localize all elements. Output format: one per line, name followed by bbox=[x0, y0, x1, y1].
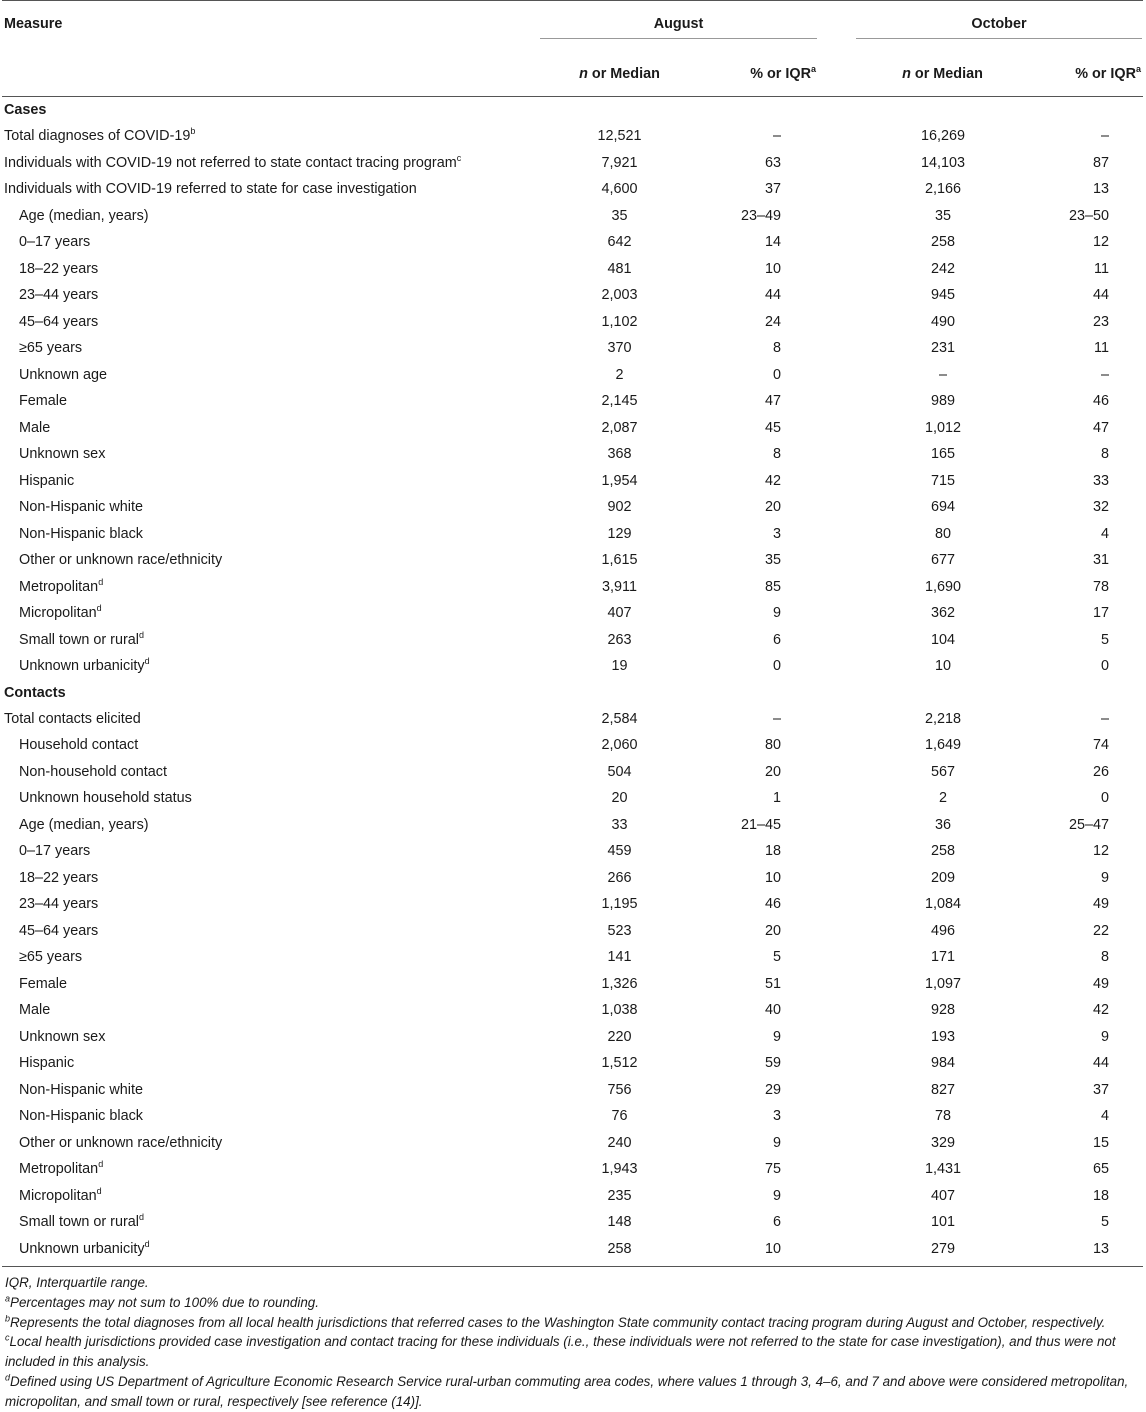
october-n-cell: 1,690 bbox=[924, 578, 961, 595]
october-n-cell: 209 bbox=[930, 869, 955, 886]
august-pct-cell: 42 bbox=[764, 472, 781, 489]
pct-iqr-header-august: % or IQR$^a$ bbox=[700, 53, 818, 97]
october-n-cell: 1,012 bbox=[924, 419, 961, 436]
footnote: $^d$Defined using US Department of Agriculture Economic Research Service rural-urban commuting area codes, where values 1 through 3, 4–6, and 7 and above were considered metropolitan, micropolitan, and small town or rural, respectively [see reference (14)]. bbox=[5, 1372, 1129, 1409]
october-n-cell: 928 bbox=[930, 1002, 955, 1019]
footnotes bbox=[2, 1273, 1143, 1412]
october-pct-cell: 11 bbox=[1094, 340, 1109, 357]
august-pct-cell: – bbox=[772, 710, 781, 727]
october-n-cell: 258 bbox=[930, 234, 955, 251]
october-n-cell: 2 bbox=[938, 790, 947, 807]
footnote: IQR, Interquartile range. bbox=[5, 1275, 149, 1290]
august-pct-cell: 46 bbox=[764, 896, 781, 913]
october-pct-cell: 12 bbox=[1092, 234, 1109, 251]
august-pct-cell: 59 bbox=[764, 1055, 781, 1072]
august-n-cell: 504 bbox=[607, 763, 632, 780]
row-label: Unknown urbanicity$^d$ bbox=[2, 1236, 539, 1267]
october-pct-cell: 9 bbox=[1100, 869, 1109, 886]
table-row bbox=[2, 1077, 1143, 1104]
august-n-cell: 1,615 bbox=[601, 552, 638, 569]
august-pct-cell: 20 bbox=[764, 499, 781, 516]
august-n-cell: 20 bbox=[611, 790, 628, 807]
august-n-cell: 2,584 bbox=[601, 710, 638, 727]
october-pct-cell: 78 bbox=[1092, 578, 1109, 595]
october-n-cell: 16,269 bbox=[920, 128, 965, 145]
august-pct-cell: 35 bbox=[764, 552, 781, 569]
row-label: Hispanic bbox=[19, 472, 75, 489]
october-n-cell: 36 bbox=[934, 816, 951, 833]
table-container bbox=[2, 0, 1143, 1412]
table-row bbox=[2, 1050, 1143, 1077]
row-label: Metropolitan$^d$ bbox=[19, 1159, 104, 1178]
august-n-cell: 2,060 bbox=[601, 737, 638, 754]
october-n-cell: 677 bbox=[930, 552, 955, 569]
october-n-cell: 193 bbox=[930, 1028, 955, 1045]
august-n-cell: 76 bbox=[611, 1108, 628, 1125]
august-n-cell: 240 bbox=[607, 1134, 632, 1151]
table-row bbox=[2, 732, 1143, 759]
row-label: 0–17 years bbox=[19, 234, 91, 251]
october-pct-cell: 8 bbox=[1100, 446, 1109, 463]
august-pct-cell: 20 bbox=[764, 763, 781, 780]
august-pct-cell: 24 bbox=[764, 313, 781, 330]
row-label: 23–44 years bbox=[19, 287, 99, 304]
august-pct-cell: 1 bbox=[772, 790, 781, 807]
august-n-cell: 481 bbox=[607, 260, 632, 277]
august-pct-cell: 29 bbox=[764, 1081, 781, 1098]
table-row bbox=[2, 203, 1143, 230]
august-pct-cell: 6 bbox=[772, 1214, 781, 1231]
october-pct-cell: 11 bbox=[1094, 260, 1109, 277]
october-pct-cell: 44 bbox=[1092, 287, 1109, 304]
n-median-header-october: n or Median bbox=[818, 53, 1030, 97]
row-label: Age (median, years) bbox=[19, 207, 149, 224]
measure-header: Measure bbox=[2, 1, 539, 54]
august-n-cell: 148 bbox=[607, 1214, 632, 1231]
august-n-cell: 12,521 bbox=[597, 128, 642, 145]
table-row bbox=[2, 521, 1143, 548]
row-label: Non-Hispanic black bbox=[19, 1108, 143, 1125]
october-n-cell: 101 bbox=[930, 1214, 955, 1231]
row-label: Unknown age bbox=[19, 366, 108, 383]
october-n-cell: 1,097 bbox=[924, 975, 961, 992]
august-n-cell: 642 bbox=[607, 234, 632, 251]
october-pct-cell: 22 bbox=[1092, 922, 1109, 939]
october-pct-cell: 44 bbox=[1092, 1055, 1109, 1072]
table-row bbox=[2, 282, 1143, 309]
october-pct-cell: 32 bbox=[1092, 499, 1109, 516]
august-pct-cell: 44 bbox=[764, 287, 781, 304]
october-pct-cell: 25–47 bbox=[1068, 816, 1109, 833]
october-pct-cell: – bbox=[1100, 710, 1109, 727]
row-label: Metropolitan$^d$ bbox=[19, 576, 104, 595]
october-pct-cell: 18 bbox=[1092, 1187, 1109, 1204]
table-row bbox=[2, 944, 1143, 971]
october-pct-cell: 37 bbox=[1092, 1081, 1109, 1098]
table-row bbox=[2, 150, 1143, 177]
table-row bbox=[2, 997, 1143, 1024]
october-pct-cell: 31 bbox=[1092, 552, 1109, 569]
august-n-cell: 1,102 bbox=[601, 313, 638, 330]
october-pct-cell: 5 bbox=[1100, 631, 1109, 648]
october-pct-cell: 13 bbox=[1030, 1236, 1143, 1267]
table-row bbox=[2, 759, 1143, 786]
n-median-header-august: n or Median bbox=[539, 53, 700, 97]
october-pct-cell: 17 bbox=[1092, 605, 1109, 622]
august-pct-cell: 40 bbox=[764, 1002, 781, 1019]
row-label: Micropolitan$^d$ bbox=[19, 1185, 102, 1204]
table-body bbox=[2, 97, 1143, 1267]
row-label: Total diagnoses of COVID-19$^b$ bbox=[4, 126, 196, 145]
august-pct-cell: 23–49 bbox=[740, 207, 781, 224]
october-n-cell: 242 bbox=[930, 260, 955, 277]
august-pct-cell: 10 bbox=[764, 260, 781, 277]
october-pct-cell: 87 bbox=[1092, 154, 1109, 171]
october-pct-cell: 0 bbox=[1100, 790, 1109, 807]
table-row bbox=[2, 1024, 1143, 1051]
august-pct-cell: 6 bbox=[772, 631, 781, 648]
october-n-cell: 258 bbox=[930, 843, 955, 860]
october-n-cell: 407 bbox=[930, 1187, 955, 1204]
october-n-cell: 2,218 bbox=[924, 710, 961, 727]
table-row bbox=[2, 627, 1143, 654]
august-n-cell: 19 bbox=[611, 658, 628, 675]
october-n-cell: 984 bbox=[930, 1055, 955, 1072]
august-pct-cell: 80 bbox=[764, 737, 781, 754]
row-label: 45–64 years bbox=[19, 313, 99, 330]
august-pct-cell: 0 bbox=[772, 658, 781, 675]
section-title: Cases bbox=[4, 102, 47, 118]
october-n-cell: 165 bbox=[930, 446, 955, 463]
august-pct-cell: 9 bbox=[772, 1028, 781, 1045]
august-n-cell: 459 bbox=[607, 843, 632, 860]
august-n-cell: 258 bbox=[539, 1236, 700, 1267]
row-label: Micropolitan$^d$ bbox=[19, 603, 102, 622]
august-n-cell: 235 bbox=[607, 1187, 632, 1204]
row-label: Hispanic bbox=[19, 1055, 75, 1072]
august-n-cell: 902 bbox=[607, 499, 632, 516]
table-row bbox=[2, 309, 1143, 336]
october-pct-cell: 47 bbox=[1092, 419, 1109, 436]
august-pct-cell: 63 bbox=[764, 154, 781, 171]
row-label: Individuals with COVID-19 referred to state for case investigation bbox=[4, 181, 417, 198]
october-n-cell: 80 bbox=[934, 525, 951, 542]
row-label: Unknown urbanicity$^d$ bbox=[19, 656, 150, 675]
row-label: 45–64 years bbox=[19, 922, 99, 939]
footnote: $^a$Percentages may not sum to 100% due to rounding. bbox=[5, 1293, 319, 1310]
october-n-cell: – bbox=[938, 366, 947, 383]
october-n-cell: 2,166 bbox=[924, 181, 961, 198]
row-label: 23–44 years bbox=[19, 896, 99, 913]
row-label: Female bbox=[19, 975, 67, 992]
august-pct-cell: 3 bbox=[772, 1108, 781, 1125]
table-row bbox=[2, 812, 1143, 839]
table-row bbox=[2, 918, 1143, 945]
october-pct-cell: 33 bbox=[1092, 472, 1109, 489]
row-label: Individuals with COVID-19 not referred to state contact tracing program$^c$ bbox=[4, 152, 462, 171]
october-n-cell: 1,431 bbox=[924, 1161, 961, 1178]
october-pct-cell: 23–50 bbox=[1068, 207, 1109, 224]
august-n-cell: 263 bbox=[607, 631, 632, 648]
august-n-cell: 1,195 bbox=[601, 896, 638, 913]
table-row bbox=[2, 229, 1143, 256]
august-n-cell: 523 bbox=[607, 922, 632, 939]
row-label: ≥65 years bbox=[19, 949, 83, 966]
october-n-cell: 1,084 bbox=[924, 896, 961, 913]
august-n-cell: 33 bbox=[611, 816, 628, 833]
table-row bbox=[2, 1130, 1143, 1157]
august-n-cell: 220 bbox=[607, 1028, 632, 1045]
table-row bbox=[2, 468, 1143, 495]
august-n-cell: 1,954 bbox=[601, 472, 638, 489]
august-pct-cell: 75 bbox=[764, 1161, 781, 1178]
october-n-cell: 362 bbox=[930, 605, 955, 622]
table-row bbox=[2, 415, 1143, 442]
october-pct-cell: 49 bbox=[1092, 975, 1109, 992]
table-row bbox=[2, 335, 1143, 362]
section-header-contacts bbox=[2, 680, 1143, 706]
august-pct-cell: 37 bbox=[764, 181, 781, 198]
august-n-cell: 1,326 bbox=[601, 975, 638, 992]
october-pct-cell: 46 bbox=[1092, 393, 1109, 410]
row-label: 0–17 years bbox=[19, 843, 91, 860]
october-n-cell: 827 bbox=[930, 1081, 955, 1098]
october-n-cell: 989 bbox=[930, 393, 955, 410]
august-n-cell: 756 bbox=[607, 1081, 632, 1098]
october-pct-cell: 23 bbox=[1092, 313, 1109, 330]
august-pct-cell: 47 bbox=[764, 393, 781, 410]
august-n-cell: 2,087 bbox=[601, 419, 638, 436]
table-row bbox=[2, 256, 1143, 283]
october-n-cell: 14,103 bbox=[920, 154, 965, 171]
august-n-cell: 129 bbox=[607, 525, 632, 542]
row-label: Male bbox=[19, 1002, 51, 1019]
october-n-cell: 171 bbox=[930, 949, 955, 966]
row-label: Non-household contact bbox=[19, 763, 168, 780]
october-pct-cell: 12 bbox=[1092, 843, 1109, 860]
table-row bbox=[2, 362, 1143, 389]
data-table bbox=[2, 0, 1143, 1267]
group-header-august: August bbox=[539, 1, 818, 54]
october-n-cell: 329 bbox=[930, 1134, 955, 1151]
august-pct-cell: 85 bbox=[764, 578, 781, 595]
table-row bbox=[2, 574, 1143, 601]
october-pct-cell: 4 bbox=[1100, 1108, 1109, 1125]
october-pct-cell: 42 bbox=[1092, 1002, 1109, 1019]
row-label: 18–22 years bbox=[19, 869, 99, 886]
pct-iqr-header-october: % or IQR$^a$ bbox=[1030, 53, 1143, 97]
section-title: Contacts bbox=[4, 684, 66, 701]
row-label: Age (median, years) bbox=[19, 816, 149, 833]
table-row bbox=[2, 785, 1143, 812]
august-n-cell: 266 bbox=[607, 869, 632, 886]
august-pct-cell: 45 bbox=[764, 419, 781, 436]
october-n-cell: 279 bbox=[818, 1236, 1030, 1267]
table-row bbox=[2, 547, 1143, 574]
august-pct-cell: 9 bbox=[772, 1134, 781, 1151]
august-pct-cell: 0 bbox=[772, 366, 781, 383]
row-label: Male bbox=[19, 419, 51, 436]
october-pct-cell: 8 bbox=[1100, 949, 1109, 966]
table-row bbox=[2, 1236, 1143, 1267]
august-pct-cell: 9 bbox=[772, 1187, 781, 1204]
august-pct-cell: 5 bbox=[772, 949, 781, 966]
row-label: Total contacts elicited bbox=[4, 710, 141, 727]
august-n-cell: 1,943 bbox=[601, 1161, 638, 1178]
table-row bbox=[2, 865, 1143, 892]
october-n-cell: 1,649 bbox=[924, 737, 961, 754]
august-pct-cell: 14 bbox=[764, 234, 781, 251]
october-n-cell: 104 bbox=[930, 631, 955, 648]
august-pct-cell: – bbox=[772, 128, 781, 145]
october-pct-cell: 4 bbox=[1100, 525, 1109, 542]
august-n-cell: 4,600 bbox=[601, 181, 638, 198]
august-n-cell: 370 bbox=[607, 340, 632, 357]
october-pct-cell: 26 bbox=[1092, 763, 1109, 780]
row-label: Non-Hispanic white bbox=[19, 499, 143, 516]
october-n-cell: 567 bbox=[930, 763, 955, 780]
row-label: Non-Hispanic white bbox=[19, 1081, 143, 1098]
table-row bbox=[2, 123, 1143, 150]
october-pct-cell: 74 bbox=[1092, 737, 1109, 754]
table-row bbox=[2, 494, 1143, 521]
section-header-cases bbox=[2, 97, 1143, 124]
august-pct-cell: 9 bbox=[772, 605, 781, 622]
october-n-cell: 496 bbox=[930, 922, 955, 939]
october-pct-cell: 0 bbox=[1100, 658, 1109, 675]
august-pct-cell: 18 bbox=[764, 843, 781, 860]
october-pct-cell: – bbox=[1100, 366, 1109, 383]
october-pct-cell: 49 bbox=[1092, 896, 1109, 913]
august-n-cell: 2,003 bbox=[601, 287, 638, 304]
august-n-cell: 1,038 bbox=[601, 1002, 638, 1019]
october-n-cell: 715 bbox=[930, 472, 955, 489]
row-label: Unknown household status bbox=[19, 790, 192, 807]
table-row bbox=[2, 1103, 1143, 1130]
august-n-cell: 2,145 bbox=[601, 393, 638, 410]
table-row bbox=[2, 838, 1143, 865]
august-n-cell: 407 bbox=[607, 605, 632, 622]
october-pct-cell: 9 bbox=[1100, 1028, 1109, 1045]
august-pct-cell: 21–45 bbox=[740, 816, 781, 833]
table-row bbox=[2, 176, 1143, 203]
row-label: Other or unknown race/ethnicity bbox=[19, 552, 223, 569]
august-n-cell: 35 bbox=[611, 207, 628, 224]
october-n-cell: 231 bbox=[930, 340, 955, 357]
row-label: ≥65 years bbox=[19, 340, 83, 357]
october-n-cell: 10 bbox=[934, 658, 951, 675]
row-label: Non-Hispanic black bbox=[19, 525, 143, 542]
footnote: $^b$Represents the total diagnoses from all local health jurisdictions that referred cases to the Washington State community contact tracing program during August and October, respectively. bbox=[5, 1313, 1106, 1330]
group-header-october: October bbox=[818, 1, 1143, 54]
row-label: Unknown sex bbox=[19, 1028, 106, 1045]
october-pct-cell: – bbox=[1100, 128, 1109, 145]
table-row bbox=[2, 441, 1143, 468]
august-pct-cell: 8 bbox=[772, 446, 781, 463]
august-pct-cell: 51 bbox=[764, 975, 781, 992]
table-row bbox=[2, 1209, 1143, 1236]
table-row bbox=[2, 971, 1143, 998]
october-n-cell: 490 bbox=[930, 313, 955, 330]
table-row bbox=[2, 891, 1143, 918]
october-pct-cell: 15 bbox=[1092, 1134, 1109, 1151]
row-label: Small town or rural$^d$ bbox=[19, 1212, 144, 1231]
table-row bbox=[2, 600, 1143, 627]
august-pct-cell: 10 bbox=[700, 1236, 818, 1267]
august-pct-cell: 10 bbox=[764, 869, 781, 886]
october-n-cell: 35 bbox=[934, 207, 951, 224]
table-row bbox=[2, 1183, 1143, 1210]
august-pct-cell: 3 bbox=[772, 525, 781, 542]
october-n-cell: 78 bbox=[934, 1108, 951, 1125]
footnote: $^c$Local health jurisdictions provided case investigation and contact tracing for these individuals (i.e., these individuals were not referred to the state for case investigation), and thus were not included in this analysis. bbox=[5, 1332, 1116, 1370]
table-row bbox=[2, 388, 1143, 415]
row-label: Household contact bbox=[19, 737, 139, 754]
october-pct-cell: 13 bbox=[1092, 181, 1109, 198]
august-n-cell: 7,921 bbox=[601, 154, 638, 171]
august-pct-cell: 20 bbox=[764, 922, 781, 939]
october-n-cell: 694 bbox=[930, 499, 955, 516]
row-label: Unknown sex bbox=[19, 446, 106, 463]
table-row bbox=[2, 706, 1143, 733]
october-n-cell: 945 bbox=[930, 287, 955, 304]
august-n-cell: 3,911 bbox=[602, 578, 637, 595]
row-label: 18–22 years bbox=[19, 260, 99, 277]
row-label: Small town or rural$^d$ bbox=[19, 629, 144, 648]
august-n-cell: 2 bbox=[615, 366, 624, 383]
october-pct-cell: 65 bbox=[1092, 1161, 1109, 1178]
october-pct-cell: 5 bbox=[1100, 1214, 1109, 1231]
row-label: Female bbox=[19, 393, 67, 410]
august-n-cell: 368 bbox=[607, 446, 632, 463]
table-header bbox=[2, 1, 1143, 97]
table-row bbox=[2, 653, 1143, 680]
row-label: Other or unknown race/ethnicity bbox=[19, 1134, 223, 1151]
august-pct-cell: 8 bbox=[772, 340, 781, 357]
table-row bbox=[2, 1156, 1143, 1183]
august-n-cell: 1,512 bbox=[601, 1055, 638, 1072]
august-n-cell: 141 bbox=[607, 949, 632, 966]
